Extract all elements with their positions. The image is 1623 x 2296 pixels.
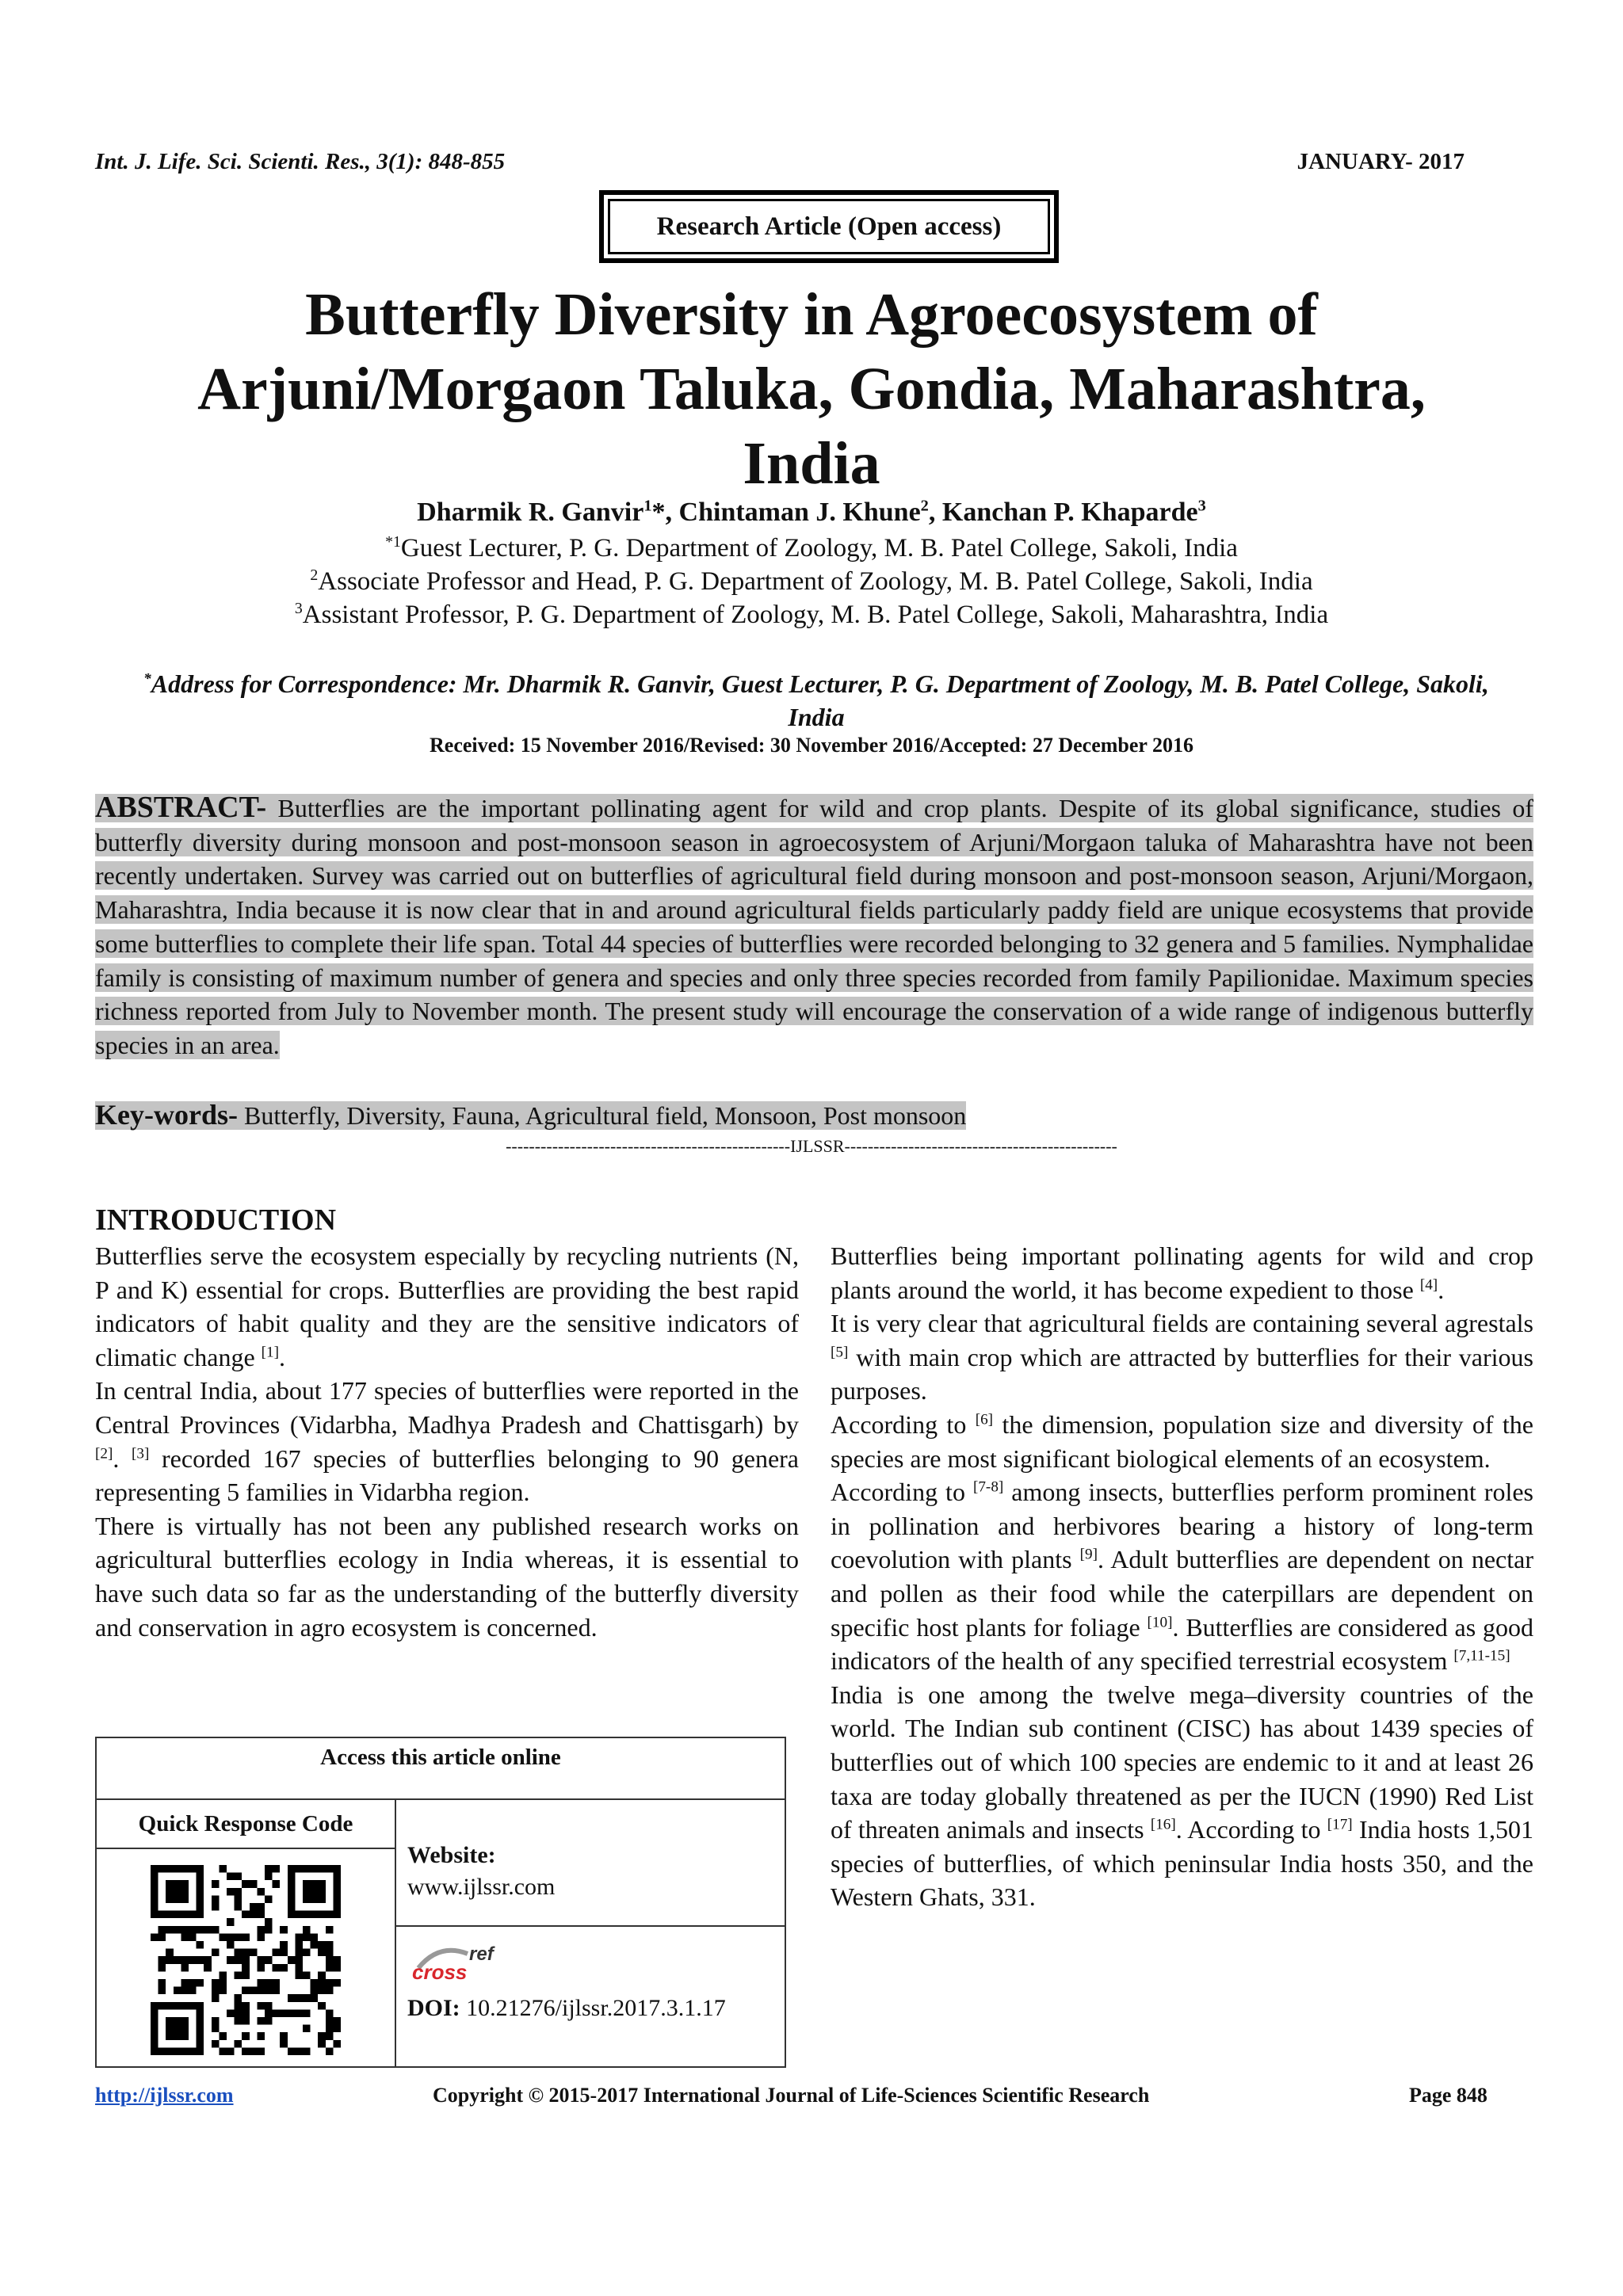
article-type-label: Research Article (Open access) <box>608 199 1050 254</box>
paragraph-text: with main crop which are attracted by butterflies for their various purposes. <box>831 1342 1533 1405</box>
website-label: Website: <box>407 1842 496 1868</box>
author-name: Chintaman J. Khune <box>678 498 921 527</box>
title-line: India <box>743 430 880 497</box>
running-header-journal: Int. J. Life. Sci. Scienti. Res., 3(1): 848-855 <box>95 149 506 174</box>
paragraph <box>831 1678 1533 1914</box>
website-link[interactable]: www.ijlssr.com <box>407 1874 556 1900</box>
affiliation-text: Assistant Professor, P. G. Department of Zoology, M. B. Patel College, Sakoli, Maharashtra, India <box>302 601 1329 629</box>
paragraph-text: It is very clear that agricultural fields are containing several agrestals <box>831 1309 1533 1338</box>
affiliation-text: Guest Lecturer, P. G. Department of Zoology, M. B. Patel College, Sakoli, India <box>400 534 1238 563</box>
footer-copyright: Copyright © 2015-2017 International Journal of Life-Sciences Scientific Research <box>433 2084 1150 2107</box>
paragraph <box>831 1306 1533 1408</box>
affiliation-mark: 2 <box>310 566 319 584</box>
paragraph-text: among insects, butterflies perform prominent roles in pollination and herbivores bearing a history of long-term coevolution with plants <box>831 1478 1534 1574</box>
affiliation-mark: *1 <box>385 533 401 551</box>
footer-page-number: Page 848 <box>1409 2084 1487 2107</box>
title-line: Butterfly Diversity in Agroecosystem of <box>305 281 1318 348</box>
citation: [9] <box>1079 1546 1098 1563</box>
paragraph-text: In central India, about 177 species of butterflies were reported in the Central Provinces (Vidarbha, Madhya Pradesh and Chattisgarh) by <box>95 1376 799 1439</box>
abstract <box>95 791 1533 1062</box>
author-separator: , <box>928 498 942 527</box>
citation: [5] <box>831 1344 849 1361</box>
svg-text:cross: cross <box>412 1960 468 1984</box>
citation: [6] <box>975 1411 994 1428</box>
citation: [4] <box>1419 1276 1438 1293</box>
correspondence-address <box>119 667 1514 734</box>
paragraph-text: the dimension, population size and diversity of the species are most significant biological elements of an ecosystem. <box>831 1409 1534 1473</box>
paper-title <box>0 277 1623 501</box>
abstract-text: Butterflies are the important pollinating agent for wild and crop plants. Despite of its global significance, studies of butterfly diversity during monsoon and post-monsoon season in agroecosystem of Arjuni/Morgaon taluka of Maharashtra have not been recently undertaken. Survey was carried out on butterflies of agricultural field during monsoon and post-monsoon season, Arjuni/Morgaon, Maharashtra, India because it is now clear that in and around agricultural fields particularly paddy field are unique ecosystems that provide some butterflies to complete their life span. Total 44 species of butterflies were recorded belonging to 32 genera and 5 families. Nymphalidae family is consisting of maximum number of genera and species and only three species recorded from family Papilionidae. Maximum species richness reported from July to November month. The present study will encourage the conservation of a wide range of indigenous butterfly species in an area. <box>95 794 1533 1059</box>
qr-code[interactable] <box>151 1865 341 2055</box>
keywords-highlight <box>95 1101 966 1130</box>
doi-value[interactable]: 10.21276/ijlssr.2017.3.1.17 <box>460 1995 726 2021</box>
affiliation <box>0 601 1623 630</box>
citation: [10] <box>1147 1613 1173 1630</box>
paragraph-text: Butterflies serve the ecosystem especially by recycling nutrients (N, P and K) essential for crops. Butterflies are providing the best rapid indicators of habit quality and they are the sensitive indicators of climatic change <box>95 1241 799 1371</box>
paragraph <box>831 1475 1533 1678</box>
citation: [17] <box>1327 1816 1353 1833</box>
doi-label: DOI: <box>407 1995 460 2021</box>
paragraph-text: India is one among the twelve mega–diversity countries of the world. The Indian sub continent (CISC) has about 1439 species of butterflies out of which 100 species are endemic to it and at least 26 taxa are today globally threatened as per the IUCN (1990) Red List of threaten animals and insects <box>831 1680 1533 1844</box>
table-divider <box>396 1925 786 1927</box>
correspondence-mark: * <box>143 670 151 688</box>
submission-dates: Received: 15 November 2016/Revised: 30 November 2016/Accepted: 27 December 2016 <box>430 734 1193 757</box>
paragraph-text: . Butterflies are considered as good indicators of the health of any specified terrestrial ecosystem <box>831 1612 1534 1676</box>
author-separator: *, <box>651 498 679 527</box>
author-affil-mark: 2 <box>920 497 929 515</box>
paragraph-text: . Adult butterflies are dependent on nectar and pollen as their food while the caterpillars are dependent on specific host plants for foliage <box>831 1545 1534 1642</box>
paragraph-text: . <box>279 1342 286 1371</box>
title-line: Arjuni/Morgaon Taluka, Gondia, Maharashtra, <box>197 356 1426 422</box>
section-divider: -------------------------------------------------IJLSSR----------------------------------------------- <box>506 1136 1117 1156</box>
citation: [1] <box>261 1344 280 1361</box>
svg-text:ref: ref <box>469 1943 494 1965</box>
abstract-highlight <box>95 791 1533 1059</box>
correspondence-text: Address for Correspondence: Mr. Dharmik R. Ganvir, Guest Lecturer, P. G. Department of Zoology, M. B. Patel College, Sakoli, India <box>151 669 1489 731</box>
left-column <box>95 1239 799 1644</box>
affiliation-mark: 3 <box>294 600 303 617</box>
paragraph-text: India hosts 1,501 species of butterflies, of which peninsular India hosts 350, and the Western Ghats, 331. <box>831 1815 1534 1912</box>
paragraph-text: . <box>1438 1275 1445 1304</box>
keywords <box>95 1098 966 1131</box>
affiliation <box>0 567 1623 597</box>
author-name: Kanchan P. Khaparde <box>941 498 1198 527</box>
affiliation <box>0 534 1623 563</box>
access-box-heading: Access this article online <box>97 1738 785 1800</box>
right-column <box>831 1239 1533 1914</box>
abstract-label: ABSTRACT- <box>95 791 267 824</box>
paragraph <box>95 1509 799 1644</box>
crossref-logo-icon <box>407 1936 518 1984</box>
paragraph-text: . <box>113 1444 132 1473</box>
author-list <box>0 498 1623 528</box>
paragraph-text: According to <box>831 1478 973 1507</box>
paragraph <box>95 1374 799 1508</box>
affiliation-text: Associate Professor and Head, P. G. Department of Zoology, M. B. Patel College, Sakoli, India <box>318 567 1313 596</box>
keywords-label: Key-words- <box>95 1099 238 1131</box>
paragraph-text: Butterflies being important pollinating agents for wild and crop plants around the world, it has become expedient to those <box>831 1241 1533 1304</box>
paragraph <box>95 1239 799 1374</box>
citation: [2] <box>95 1444 113 1462</box>
paragraph-text: According to <box>831 1409 976 1439</box>
citation: [7-8] <box>972 1478 1004 1496</box>
website-block <box>407 1840 555 1903</box>
author-name: Dharmik R. Ganvir <box>417 498 644 527</box>
doi-line <box>407 1995 726 2022</box>
paragraph-text: . According to <box>1175 1815 1327 1844</box>
author-affil-mark: 1 <box>643 497 652 515</box>
paragraph <box>831 1408 1533 1475</box>
section-heading-introduction: INTRODUCTION <box>95 1203 337 1237</box>
author-affil-mark: 3 <box>1197 497 1206 515</box>
paragraph-text: recorded 167 species of butterflies belonging to 90 genera representing 5 families in Vidarbha region. <box>95 1444 800 1507</box>
table-divider <box>395 1800 396 2068</box>
article-type-badge <box>599 190 1059 263</box>
paragraph-text: There is virtually has not been any published research works on agricultural butterflies ecology in India whereas, it is essential to have such data so far as the understanding of the butterfly diversity and conservation in agro ecosystem is concerned. <box>95 1511 799 1642</box>
access-article-box <box>95 1737 786 2068</box>
qr-code-label: Quick Response Code <box>97 1800 395 1849</box>
running-header-date: JANUARY- 2017 <box>1296 149 1465 174</box>
citation: [7,11-15] <box>1453 1647 1510 1665</box>
citation: [3] <box>132 1444 150 1462</box>
keywords-text: Butterfly, Diversity, Fauna, Agricultural field, Monsoon, Post monsoon <box>237 1101 967 1130</box>
paragraph <box>831 1239 1533 1306</box>
footer-website-link[interactable]: http://ijlssr.com <box>95 2084 234 2107</box>
citation: [16] <box>1150 1816 1176 1833</box>
